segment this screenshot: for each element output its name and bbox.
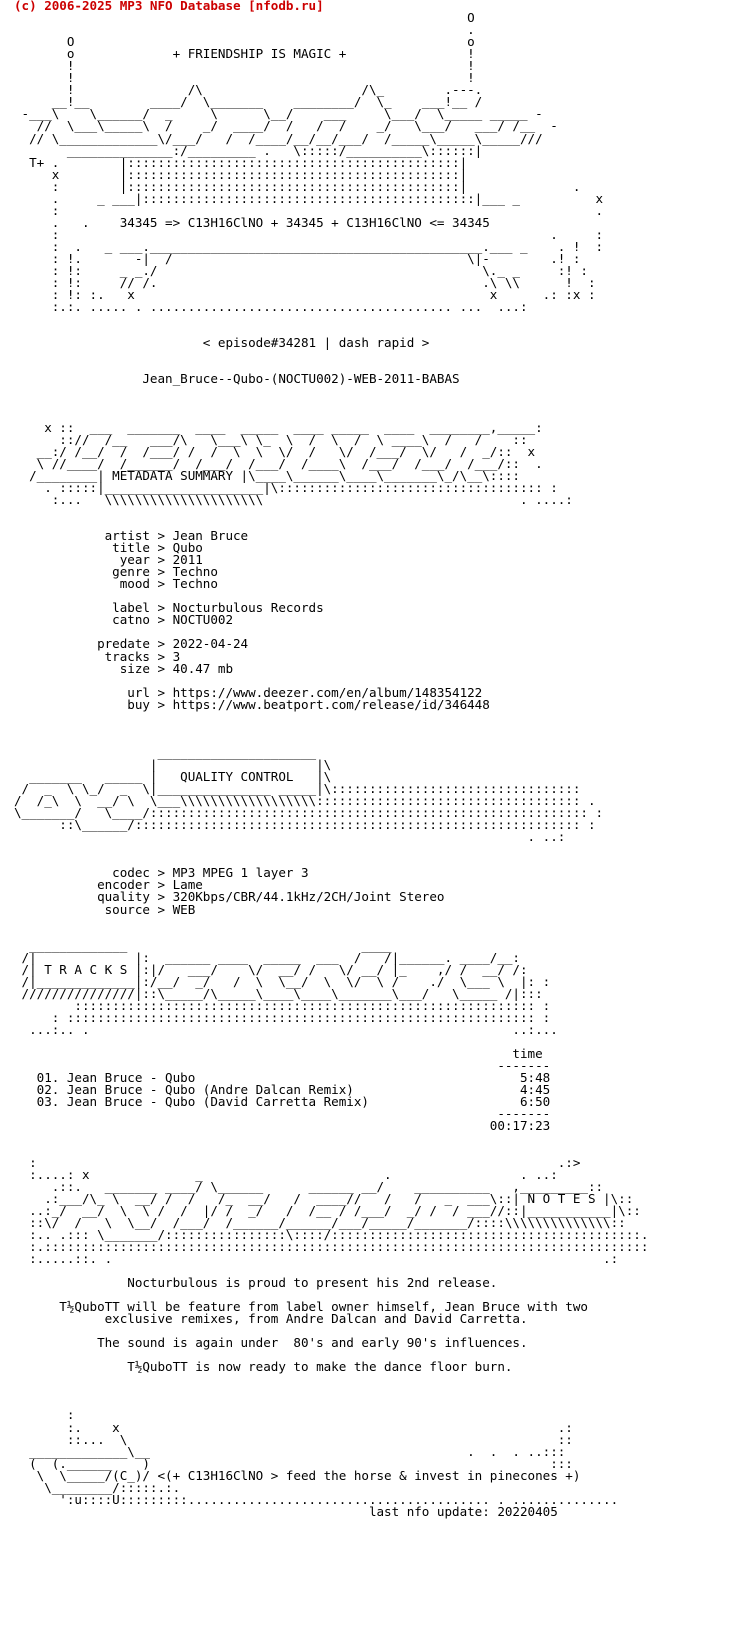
nfo-line: . . 34345 => C13H16ClNO + 34345 + C13H16ClNO <= 34345 (14, 214, 490, 230)
nfo-line: ::// /__ ___/\ \___\ \_ \ / \ / \ ____\ / / :: (14, 431, 528, 447)
nfo-line: ...:.. . ..:... (14, 1021, 558, 1037)
nfo-line (14, 711, 736, 723)
nfo-line: _____________ ____ (14, 937, 392, 953)
nfo-line: -___\ \______/ _ \ \__/ ___ \___/ \_____ _____ - (14, 106, 543, 122)
nfo-line: mood > Techno (14, 576, 218, 592)
nfo-line: :... \\\\\\\\\\\\\\\\\\\\\ . ....: (14, 491, 573, 507)
nfo-line: genre > Techno (14, 564, 218, 580)
nfo-line: ..:_/ __/ \ \ / / |/ / _/ / /__ / /___/ _/ / / ___//::|___________|\:: (14, 1202, 641, 1218)
nfo-line: T+ . |::::::::::::::::::::::::::::::::::::::::::::| (14, 154, 468, 170)
nfo-line: buy > https://www.beatport.com/release/id/346448 (14, 696, 490, 712)
nfo-line: 01. Jean Bruce - Qubo 5:48 (14, 1070, 551, 1086)
nfo-line: :.:::::::::::::::::::::::::::::::::::::::::::::::::::::::::::::::::::::::::::::::: (14, 1238, 649, 1254)
nfo-line: ///////////////|::\_____/\_____\____\____\_______\___/ \_____ /|::: (14, 985, 543, 1001)
nfo-line (14, 506, 736, 518)
nfo-line: _____________\__ . . . ..::: (14, 1443, 566, 1459)
nfo-line: size > 40.47 mb (14, 660, 234, 676)
nfo-line: : . _ ___.____________________________________________.___ _ . ! : (14, 238, 604, 254)
nfo-line: _______ _____ | QUALITY CONTROL |\ (14, 769, 332, 784)
nfo-line (14, 398, 736, 410)
nfo-line: ::\______/::::::::::::::::::::::::::::::::::::::::::::::::::::::::::: : (14, 817, 596, 833)
nfo-line: year > 2011 (14, 552, 203, 568)
nfo-line: / /_\ \ __/ \ \___\\\\\\\\\\\\\\\\\\::::::::::::::::::::::::::::::::::: . (14, 793, 596, 809)
nfo-line: O o (14, 34, 475, 50)
nfo-line: ------- (14, 1058, 551, 1074)
nfo-line: :. x .: (14, 1419, 573, 1435)
nfo-line: __:/ /__/ / /___/ / / \ \ \/ / \/ /___/ \/ / _/:: x (14, 443, 536, 459)
nfo-line (14, 1132, 736, 1144)
nfo-line: catno > NOCTU002 (14, 612, 234, 628)
nfo-line (14, 1397, 736, 1409)
nfo-line: O (14, 10, 475, 26)
nfo-line: ( (.______ ) ::: (14, 1455, 573, 1471)
nfo-line (14, 723, 736, 735)
nfo-line (14, 1385, 736, 1397)
nfo-line: ! ! (14, 70, 475, 86)
nfo-line: . ..: (14, 829, 566, 845)
nfo-line: title > Qubo (14, 540, 203, 556)
nfo-line: codec > MP3 MPEG 1 layer 3 (14, 865, 309, 881)
nfo-line: exclusive remixes, from Andre Dalcan and David Carretta. (14, 1311, 528, 1327)
nfo-line: artist > Jean Bruce (14, 528, 249, 544)
nfo-line: quality > 320Kbps/CBR/44.1kHz/2CH/Joint Stereo (14, 889, 445, 905)
nfo-line: :.. .::: \_______/::::::::::::::::\::::/:::::::::::::::::::::::::::::::::::::::::. (14, 1226, 649, 1242)
nfo-line: ::... \ :: (14, 1431, 573, 1447)
nfo-line (14, 313, 736, 325)
nfo-line: : . : (14, 226, 604, 242)
nfo-line: . (14, 22, 475, 38)
nfo-line (14, 386, 736, 398)
nfo-line (14, 916, 736, 928)
nfo-line: : .:> (14, 1154, 581, 1170)
nfo-line: T½QuboTT is now ready to make the dance floor burn. (14, 1359, 513, 1375)
nfo-line: 03. Jean Bruce - Qubo (David Carretta Remix) 6:50 (14, 1094, 551, 1110)
nfo-line: ______________:/_________ . \:::::/__________\::::::| (14, 142, 483, 158)
nfo-line: .::. _______ ____/ \______ ______ __/ __________ ,_________:: (14, 1178, 604, 1194)
nfo-line: tracks > 3 (14, 648, 181, 664)
nfo-line: // \_____________\/___/ / /____/__/__/___/ /_____\_____\_____/// (14, 130, 543, 146)
nfo-line: . :::::|_____________________|\::::::::::::::::::::::::::::::::::: : (14, 479, 558, 495)
nfo-line: ::\/ / \ \__/ /___/ /______/______/___/_____/_______/::::\\\\\\\\\\\\\\:: (14, 1214, 626, 1230)
nfo-line: label > Nocturbulous Records (14, 600, 324, 616)
nfo-line: predate > 2022-04-24 (14, 636, 249, 652)
nfo-line: : !: :. x x .: :x : (14, 287, 596, 303)
nfo-body (14, 12, 736, 1518)
nfo-line: .:___/\_ \ __/ / / /_ __/ / ____// / / _ ___\::| N O T E S |\:: (14, 1190, 634, 1206)
nfo-line: | |\ (14, 756, 332, 772)
nfo-line: /| |: ______ ____ _____ ___ / /|______. ____/__: (14, 949, 520, 965)
nfo-line (14, 1373, 736, 1385)
nfo-line: . _ ___|::::::::::::::::::::::::::::::::::::::::::::|___ _ x (14, 190, 604, 206)
site-header[interactable]: (c) 2006-2025 MP3 NFO Database [nfodb.ru] (14, 0, 324, 13)
nfo-line: ! ! (14, 58, 475, 74)
nfo-line: \_______/ \____/:::::::::::::::::::::::::::::::::::::::::::::::::::::::::: : (14, 805, 604, 821)
nfo-line: source > WEB (14, 901, 196, 917)
nfo-line: : . (14, 202, 604, 218)
nfo-line: x |::::::::::::::::::::::::::::::::::::::::::::| (14, 166, 468, 182)
nfo-line: / _ \ \_/ _ \|_______________ _____|\::::::::::::::::::::::::::::::::: (14, 781, 581, 797)
nfo-line: : !: _ _./ \._ _ :! : (14, 263, 588, 279)
nfo-line: \ //____/ /______/ /___/ /___/ /____\ /___/ /___/ /___/:: . (14, 455, 543, 471)
nfo-line: :.:. ..... . ........................................ ... ...: (14, 299, 528, 315)
nfo-line: : :::::::::::::::::::::::::::::::::::::::::::::::::::::::::::::: : (14, 1009, 551, 1025)
nfo-line (14, 843, 736, 855)
nfo-line: // \___\_____\ / _/ ____/ / / / _/ \___/ ___/ /__ - (14, 118, 558, 134)
nfo-line: ':u::::U:::::::::........................................ . .............. (14, 1491, 619, 1507)
nfo-line: T½QuboTT will be feature from label owner himself, Jean Bruce with two (14, 1299, 588, 1315)
nfo-line: url > https://www.deezer.com/en/album/148354122 (14, 684, 483, 700)
nfo-line: /| T R A C K S |:|/ ___/ \/ __/ / \/ __/ |_ ,/ / __/ /: (14, 961, 528, 977)
nfo-line: x :: ___ _______ ____ _____ ____ _____ ____ ________,_____: (14, 419, 543, 435)
nfo-line: 02. Jean Bruce - Qubo (Andre Dalcan Remix) 4:45 (14, 1082, 551, 1098)
nfo-line: ------- (14, 1106, 551, 1122)
nfo-line: __!__ ____/ \_______ ________/ \_ ___!__ / (14, 94, 483, 110)
nfo-line: : |::::::::::::::::::::::::::::::::::::::::::::| . (14, 178, 581, 194)
nfo-line: last nfo update: 20220405 (14, 1503, 558, 1519)
nfo-line: \________/:::::.:. (14, 1479, 181, 1495)
nfo-line (14, 349, 736, 361)
nfo-line: /________| METADATA SUMMARY |\____\______\____\_______\_/\__\:::: (14, 467, 520, 483)
nfo-line: :.....::. . .: (14, 1250, 619, 1266)
nfo-line: encoder > Lame (14, 877, 203, 893)
nfo-line: _____________________ (14, 744, 317, 760)
nfo-line: o + FRIENDSHIP IS MAGIC + ! (14, 46, 475, 62)
nfo-line: ::::::::::::::::::::::::::::::::::::::::::::::::::::::::::::: : (14, 997, 551, 1013)
nfo-line: < episode#34281 | dash rapid > (14, 335, 430, 351)
nfo-line: time (14, 1046, 543, 1062)
nfo-line: :....: x _ . . ..: (14, 1166, 558, 1182)
nfo-line: : !. -| / \|- .! : (14, 250, 581, 266)
nfo-line: \ \_____/(C_)/ <(+ C13H16ClNO > feed the horse & invest in pinecones +) (14, 1467, 581, 1483)
nfo-line: 00:17:23 (14, 1118, 551, 1134)
nfo-line: Nocturbulous is proud to present his 2nd release. (14, 1274, 498, 1290)
nfo-line: : (14, 1407, 75, 1423)
nfo-line: The sound is again under 80's and early 90's influences. (14, 1335, 528, 1351)
nfo-line: Jean_Bruce--Qubo-(NOCTU002)-WEB-2011-BABAS (14, 371, 460, 387)
nfo-line: ! /\ /\_ .---. (14, 82, 483, 98)
nfo-line: /|_____________|:/__/ _/ / \ \__/ \ \/ \ / ./ \___ \ |: : (14, 973, 551, 989)
nfo-line: : !: // /. .\ \\ ! : (14, 275, 596, 291)
